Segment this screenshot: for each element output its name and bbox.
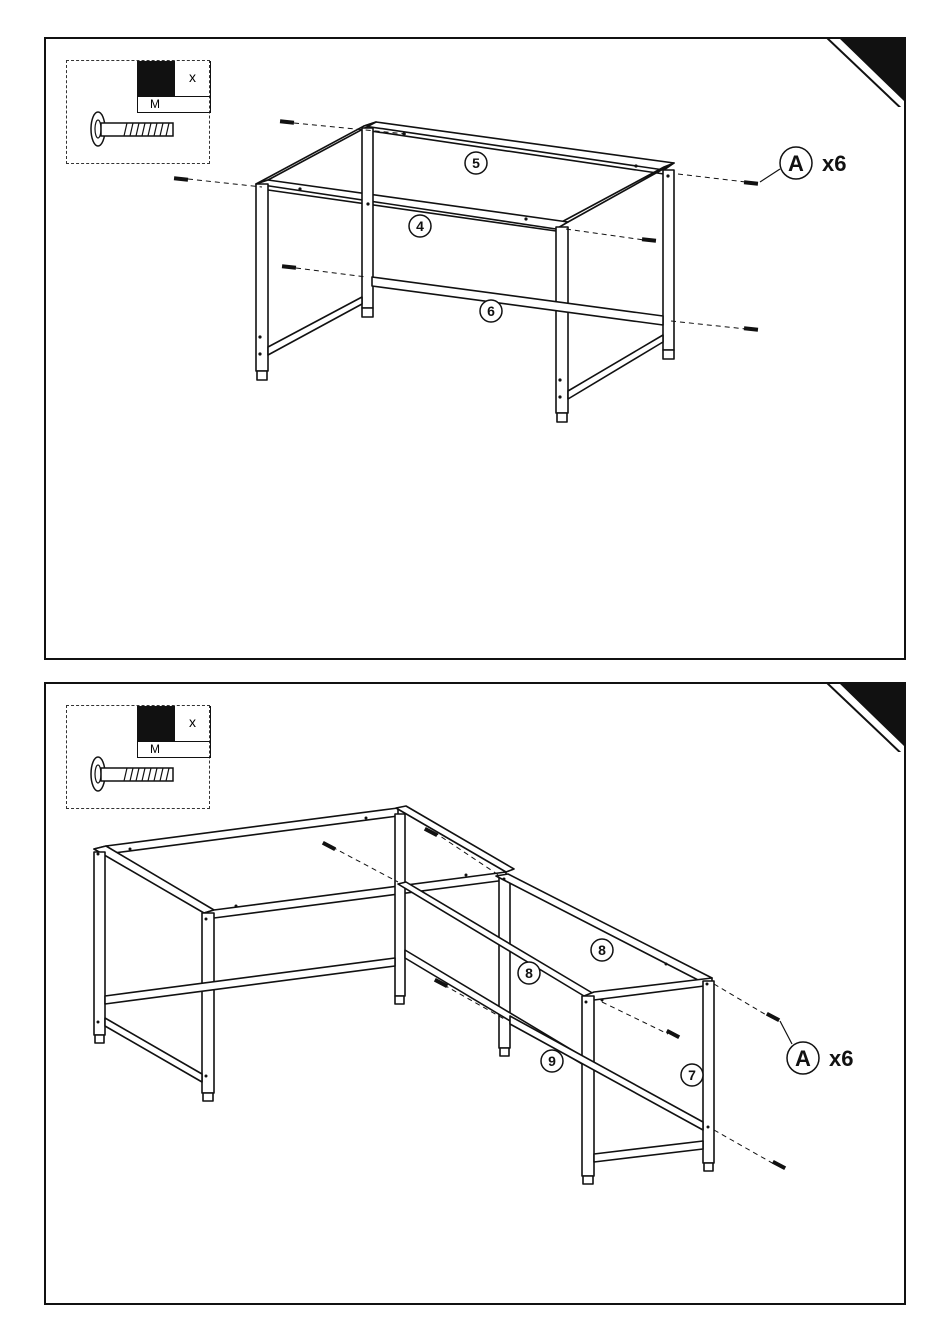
part-label-5: 5 [472, 155, 480, 171]
bolt-count: x6 [822, 151, 847, 176]
part-label-9: 9 [548, 1053, 556, 1069]
part-label-8-inner: 8 [525, 965, 533, 981]
part-label-4: 4 [416, 218, 424, 234]
quantity-label: x [174, 706, 210, 741]
assembly-step-1 [44, 37, 906, 660]
bolt-callout-A: A [795, 1046, 811, 1071]
part-label-7: 7 [688, 1067, 696, 1083]
bolt-count: x6 [829, 1046, 854, 1071]
part-label-6: 6 [487, 303, 495, 319]
size-label: M [138, 741, 210, 756]
assembly-step-2 [44, 682, 906, 1305]
frame-drawing-step2 [46, 684, 906, 1305]
size-label: M [138, 96, 210, 111]
part-label-8-outer: 8 [598, 942, 606, 958]
bolt-callout-A: A [788, 151, 804, 176]
quantity-label: x [174, 61, 210, 96]
frame-drawing-step1 [46, 39, 906, 660]
